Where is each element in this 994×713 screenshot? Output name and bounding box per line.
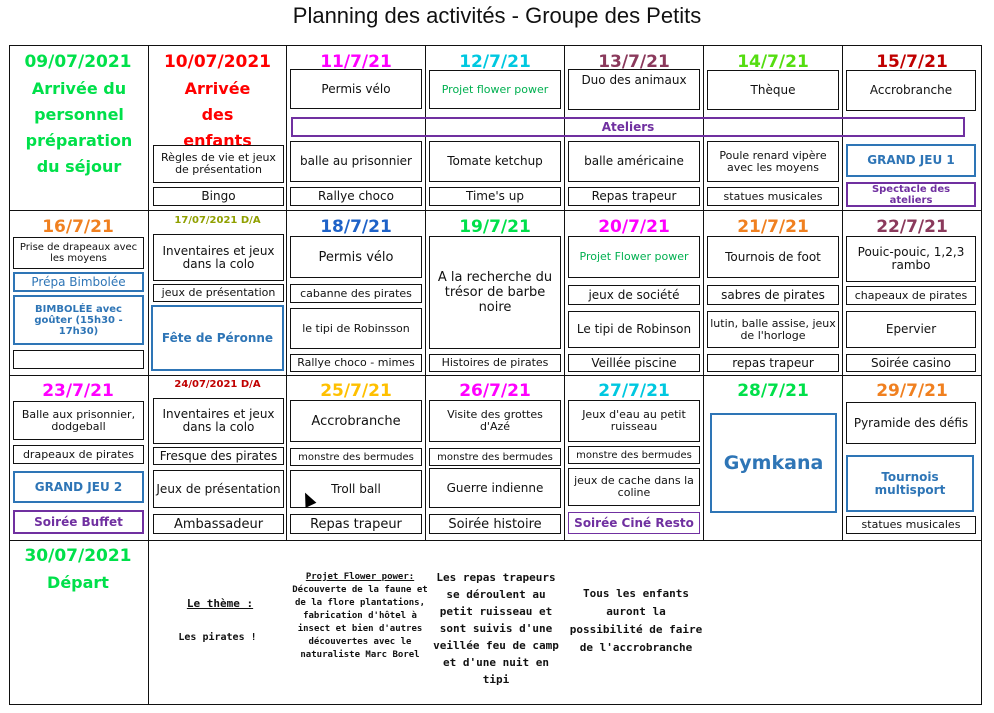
date-11-7: 11/7/21 — [320, 52, 392, 72]
activity-box: Duo des animaux — [568, 69, 700, 110]
date-17-07: 17/07/2021 D/A — [174, 215, 261, 226]
activity-box: Pyramide des défis — [846, 402, 976, 444]
theme-value: Les pirates ! — [178, 632, 257, 643]
accrobranche-note: Tous les enfants auront la possibilité de faire de l'accrobranche — [569, 587, 703, 654]
activity-box: Jeux de présentation — [153, 470, 284, 508]
empty-box — [13, 350, 144, 369]
date-24-07: 24/07/2021 D/A — [174, 379, 261, 390]
fete-peronne-box: Fête de Péronne — [151, 305, 284, 371]
grand-jeu-1-box: GRAND JEU 1 — [846, 144, 976, 177]
activity-box: Visite des grottes d'Azé — [429, 400, 561, 442]
activity-box: Guerre indienne — [429, 468, 561, 508]
activity-box: cabanne des pirates — [290, 284, 422, 303]
activity-box: Prise de drapeaux avec les moyens — [13, 237, 144, 269]
ateliers-banner: Ateliers — [291, 117, 965, 137]
activity-box: statues musicales — [846, 516, 976, 534]
activity-box: Projet Flower power — [568, 236, 700, 278]
activity-box: monstre des bermudes — [568, 446, 700, 464]
arrival-staff-text: Arrivée du personnel préparation du séjour — [25, 79, 133, 176]
date-26-7: 26/7/21 — [459, 381, 531, 401]
flower-power-text: Découverte de la faune et de la flore plantations, fabrication d'hôtel à insect et bien d'autres découvertes avec le naturaliste Marc Borel — [292, 585, 428, 660]
activity-box: Veillée piscine — [568, 354, 700, 372]
activity-box: Rallye choco - mimes — [290, 354, 422, 372]
activity-box: Time's up — [429, 187, 561, 206]
grid-line — [9, 210, 982, 211]
tournois-multisport-box: Tournois multisport — [846, 455, 974, 512]
soiree-cine-box: Soirée Ciné Resto — [568, 512, 700, 534]
activity-box: Le tipi de Robinson — [568, 311, 700, 348]
activity-box: Règles de vie et jeux de présentation — [153, 145, 284, 183]
activity-box: Bingo — [153, 187, 284, 206]
activity-box: Inventaires et jeux dans la colo — [153, 398, 284, 444]
date-19-7: 19/7/21 — [459, 217, 531, 237]
date-20-7: 20/7/21 — [598, 217, 670, 237]
activity-box: Repas trapeur — [290, 514, 422, 534]
prepa-bimbolee-box: Prépa Bimbolée — [13, 272, 144, 292]
date-10-07: 10/07/2021 — [163, 52, 272, 72]
date-27-7: 27/7/21 — [598, 381, 670, 401]
activity-box: statues musicales — [707, 187, 839, 206]
activity-box: chapeaux de pirates — [846, 286, 976, 305]
date-22-7: 22/7/21 — [876, 217, 948, 237]
activity-box: monstre des bermudes — [429, 448, 561, 466]
grid-line — [286, 45, 287, 540]
activity-box: Poule renard vipère avec les moyens — [707, 141, 839, 182]
spectacle-box: Spectacle des ateliers — [846, 182, 976, 207]
activity-box: Rallye choco — [290, 187, 422, 206]
activity-box: jeux de présentation — [153, 284, 284, 302]
date-25-7: 25/7/21 — [320, 381, 392, 401]
activity-box: lutin, balle assise, jeux de l'horloge — [707, 311, 839, 348]
date-09-07: 09/07/2021 — [24, 52, 132, 72]
activity-box: Jeux d'eau au petit ruisseau — [568, 400, 700, 442]
bimbolee-box: BIMBOLÉE avec goûter (15h30 - 17h30) — [13, 295, 144, 345]
activity-box: Balle aux prisonnier, dodgeball — [13, 401, 144, 440]
page-title: Planning des activités - Groupe des Petits — [292, 3, 702, 28]
date-13-7: 13/7/21 — [598, 52, 670, 72]
activity-box: Thèque — [707, 70, 839, 110]
date-29-7: 29/7/21 — [876, 381, 948, 401]
activity-box: Fresque des pirates — [153, 447, 284, 465]
repas-trapeurs-text: Les repas trapeurs se déroulent au petit ruisseau et sont suivis d'une veillée feu de camp et d'une nuit en tipi — [433, 571, 559, 686]
activity-box: Tournois de foot — [707, 236, 839, 278]
date-18-7: 18/7/21 — [320, 217, 392, 237]
activity-box: monstre des bermudes — [290, 448, 422, 466]
date-15-7: 15/7/21 — [876, 52, 948, 72]
date-23-7: 23/7/21 — [42, 381, 114, 401]
date-30-07: 30/07/2021 — [24, 546, 132, 566]
activity-box: A la recherche du trésor de barbe noire — [429, 236, 561, 349]
activity-box: sabres de pirates — [707, 285, 839, 305]
date-28-7: 28/7/21 — [737, 381, 809, 401]
date-16-7: 16/7/21 — [42, 217, 114, 237]
activity-box: Accrobranche — [846, 70, 976, 111]
activity-box: Permis vélo — [290, 69, 422, 109]
activity-box: Ambassadeur — [153, 514, 284, 534]
activity-box: balle au prisonnier — [290, 141, 422, 182]
activity-box: Accrobranche — [290, 400, 422, 442]
activity-box: Pouic-pouic, 1,2,3 rambo — [846, 236, 976, 282]
soiree-buffet-box: Soirée Buffet — [13, 510, 144, 534]
date-21-7: 21/7/21 — [737, 217, 809, 237]
date-14-7: 14/7/21 — [737, 52, 809, 72]
activity-box: repas trapeur — [707, 354, 839, 372]
gymkana-box: Gymkana — [710, 413, 837, 513]
departure-text: Départ — [47, 573, 109, 592]
activity-box: drapeaux de pirates — [13, 445, 144, 464]
activity-box: Tomate ketchup — [429, 141, 561, 182]
grand-jeu-2-box: GRAND JEU 2 — [13, 471, 144, 503]
activity-box: Troll ball — [290, 470, 422, 508]
arrival-children-text: Arrivée des enfants — [183, 79, 252, 150]
activity-box: jeux de société — [568, 285, 700, 305]
activity-box: Histoires de pirates — [429, 354, 561, 372]
activity-box: Soirée casino — [846, 354, 976, 372]
activity-box: Projet flower power — [429, 70, 561, 109]
activity-box: balle américaine — [568, 141, 700, 182]
grid-line — [9, 540, 982, 541]
activity-box: Permis vélo — [290, 236, 422, 278]
activity-box: Inventaires et jeux dans la colo — [153, 234, 284, 281]
activity-box: Soirée histoire — [429, 514, 561, 534]
activity-box: jeux de cache dans la coline — [568, 468, 700, 506]
theme-label: Le thème : — [186, 597, 254, 610]
grid-line — [9, 375, 982, 376]
date-12-7: 12/7/21 — [459, 52, 531, 72]
activity-box: Repas trapeur — [568, 187, 700, 206]
activity-box: le tipi de Robinsson — [290, 308, 422, 349]
activity-box: Epervier — [846, 311, 976, 348]
flower-power-title: Projet Flower power: — [305, 572, 415, 582]
